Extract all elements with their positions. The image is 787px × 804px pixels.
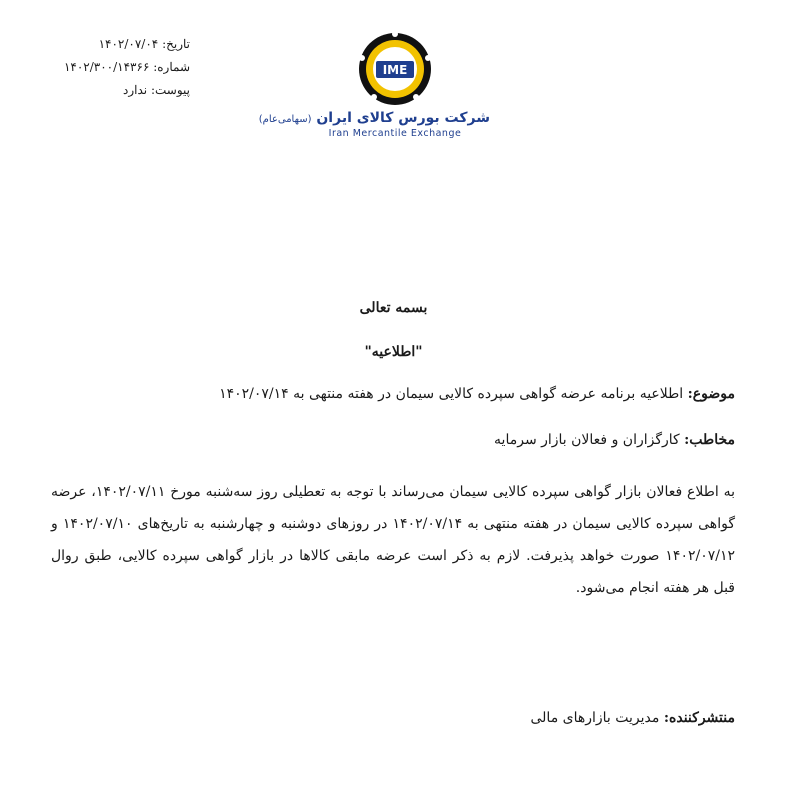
- attachment-row: [60, 79, 190, 102]
- body-paragraph: به اطلاع فعالان بازار گواهی سپرده کالایی سیمان می‌رساند با توجه به تعطیلی روز سه‌شنبه مورخ ۱۴۰۲/۰۷/۱۱، عرضه گواهی سپرده کالایی سیمان در هفته منتهی به ۱۴۰۲/۰۷/۱۴ در روزهای دوشنبه و چهارشنبه به تاریخ‌های ۱۴۰۲/۰۷/۱۰ و ۱۴۰۲/۰۷/۱۲ صورت خواهد پذیرفت. لازم به ذکر است عرضه مابقی کالاها در بازار گواهی سپرده کالایی، طبق روال قبل هر هفته انجام می‌شود.: [51, 484, 735, 596]
- publisher-line: [45, 710, 735, 726]
- basmala-heading: بسمه تعالی: [359, 300, 428, 316]
- attachment-value: ندارد: [123, 83, 148, 97]
- number-label: شماره:: [153, 60, 190, 74]
- addressee-text: کارگزاران و فعالان بازار سرمایه: [494, 432, 680, 448]
- notice-heading: "اطلاعیه": [364, 344, 423, 360]
- addressee-line: [45, 432, 735, 448]
- date-label: تاریخ:: [162, 37, 190, 51]
- date-row: [60, 33, 190, 56]
- svg-text:IME: IME: [382, 63, 408, 77]
- subject-label: موضوع:: [687, 386, 735, 402]
- number-value: ۱۴۰۲/۳۰۰/۱۴۳۶۶: [63, 60, 150, 74]
- company-type: (سهامی‌عام): [258, 114, 312, 125]
- company-name-fa: [258, 110, 490, 126]
- subject-line: [45, 386, 735, 402]
- date-value: ۱۴۰۲/۰۷/۰۴: [98, 37, 159, 51]
- company-logo: [258, 30, 490, 139]
- publisher-label: منتشرکننده:: [663, 710, 735, 726]
- attachment-label: پیوست:: [150, 83, 190, 97]
- subject-text: اطلاعیه برنامه عرضه گواهی سپرده کالایی سیمان در هفته منتهی به ۱۴۰۲/۰۷/۱۴: [219, 386, 684, 402]
- addressee-label: مخاطب:: [684, 432, 735, 448]
- number-row: [60, 56, 190, 79]
- publisher-text: مدیریت بازارهای مالی: [530, 710, 660, 726]
- ime-emblem-icon: [356, 30, 434, 108]
- company-name-en: Iran Mercantile Exchange: [328, 128, 462, 139]
- company-name: شرکت بورس کالای ایران: [316, 110, 490, 126]
- letter-meta: [60, 33, 190, 102]
